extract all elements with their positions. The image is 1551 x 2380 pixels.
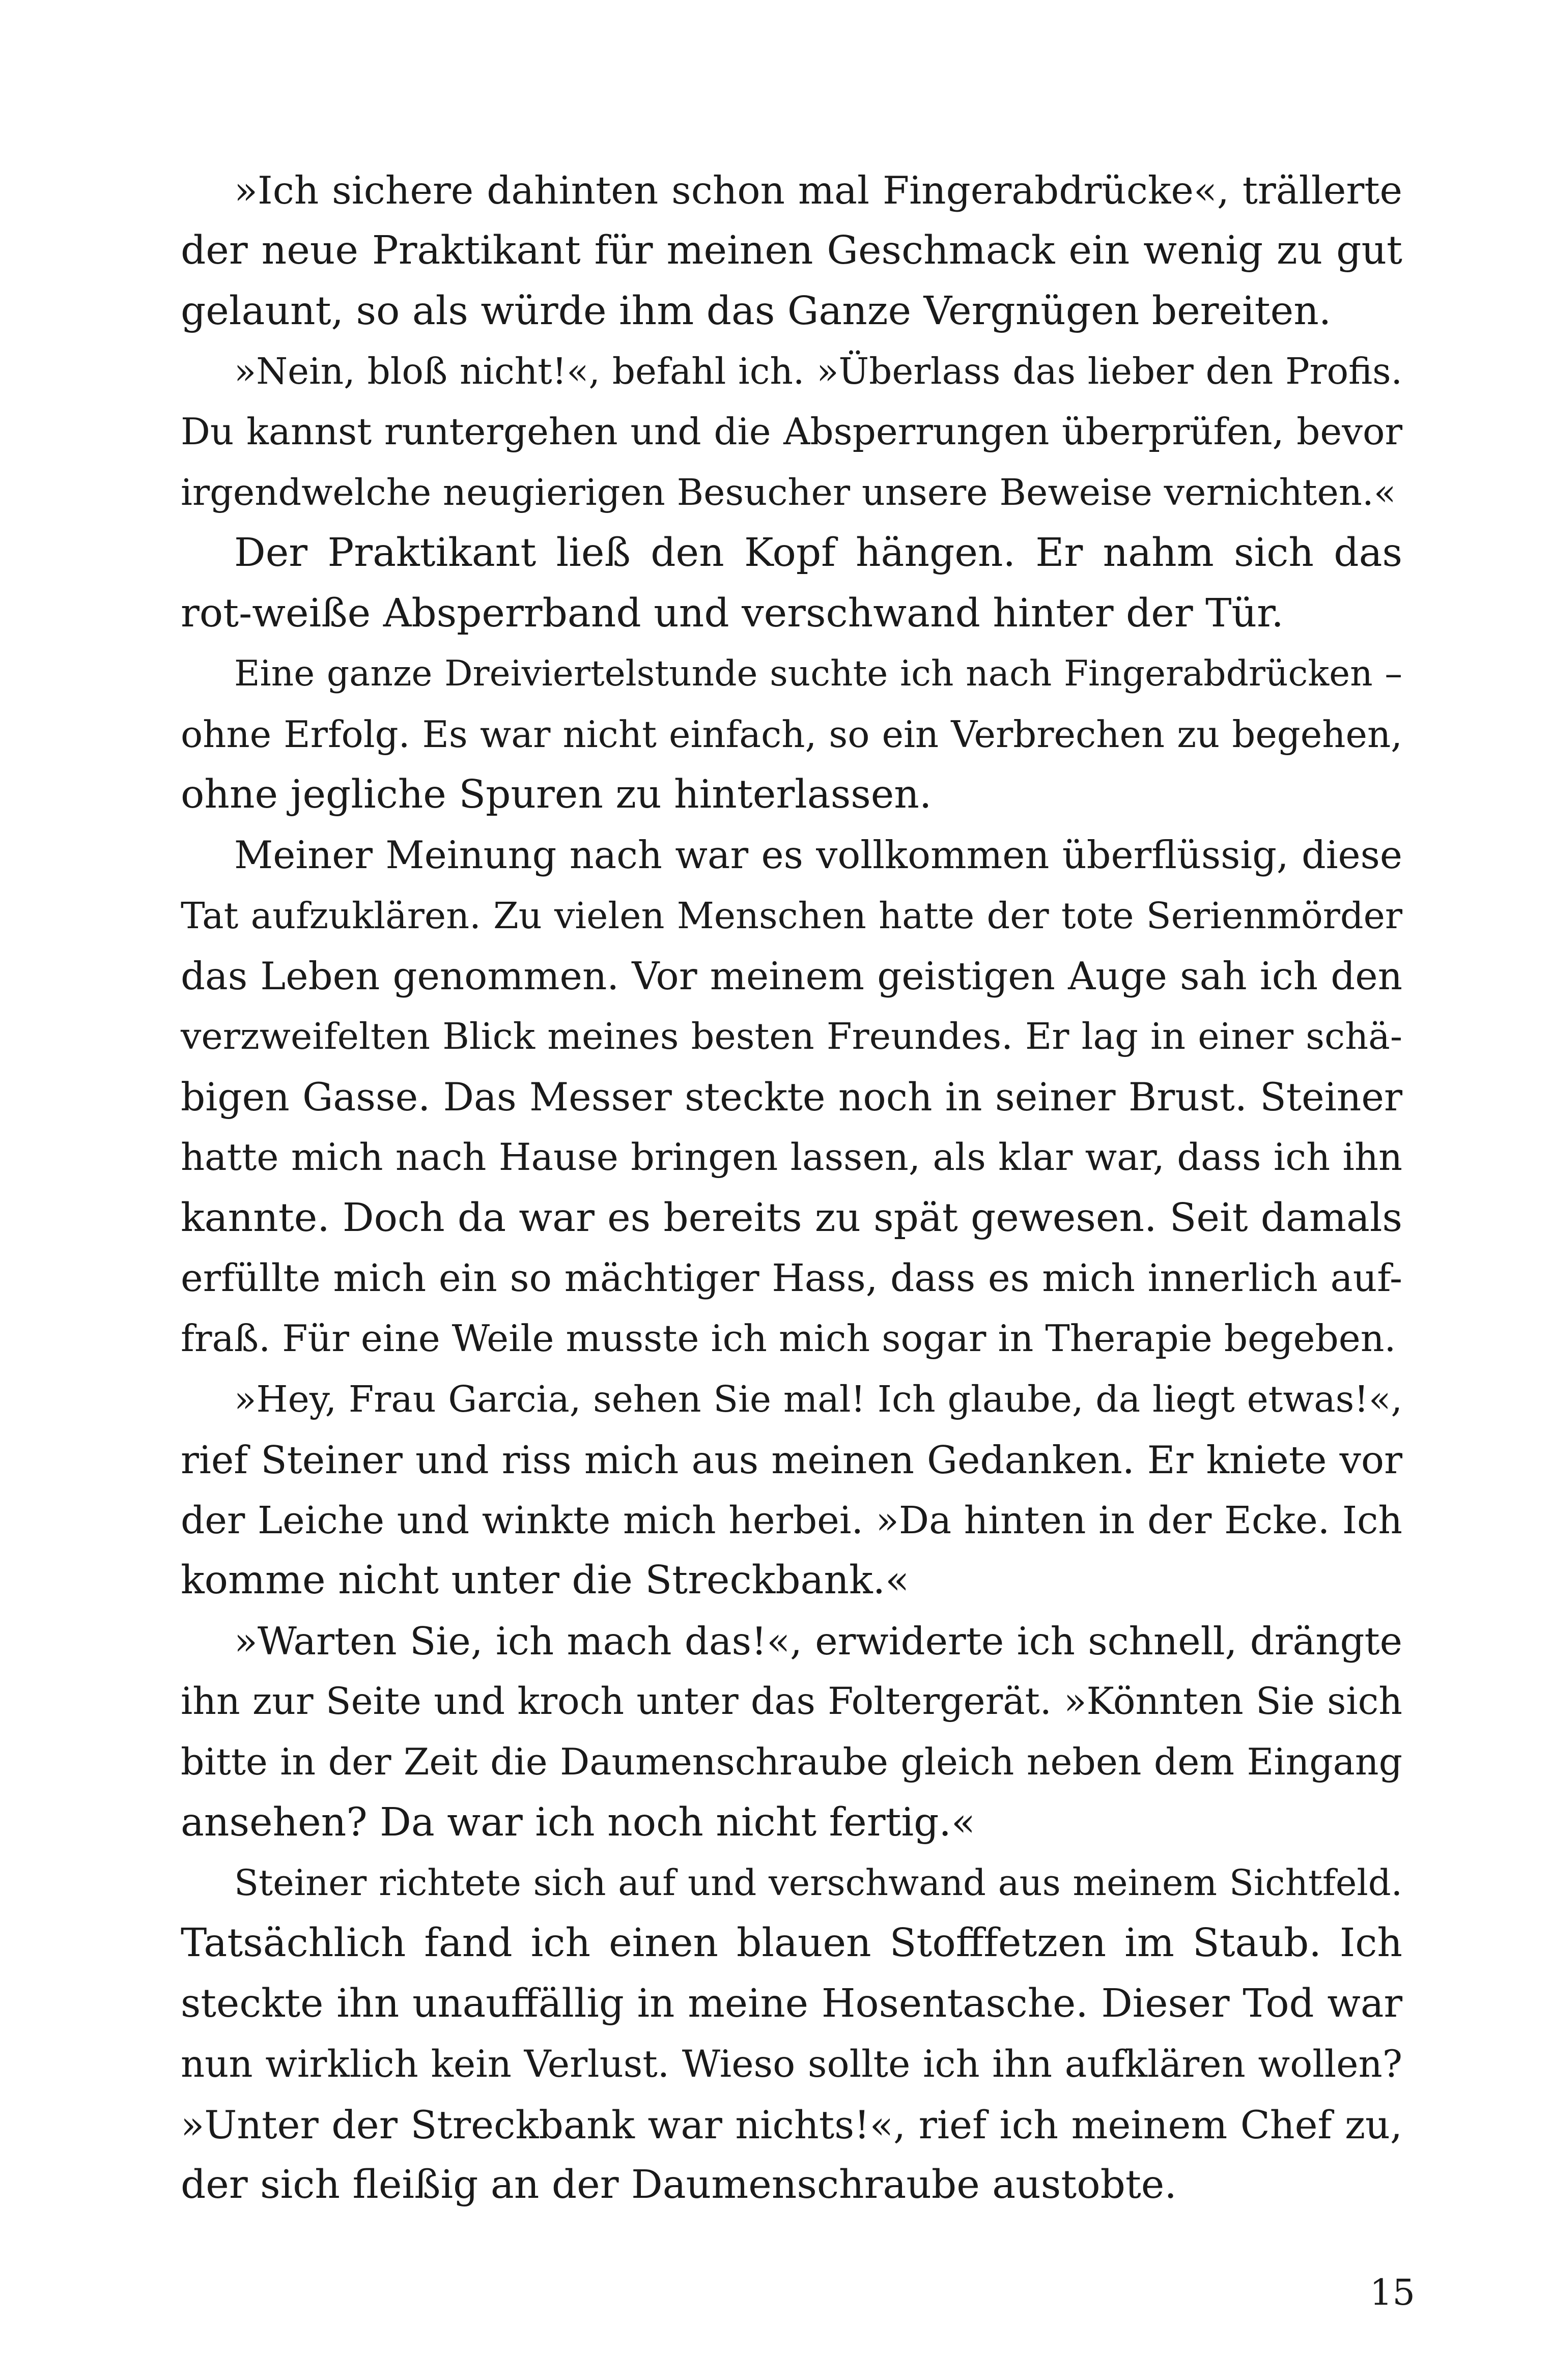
text-line: das Leben genommen. Vor meinem geistigen Auge sah ich den [181, 954, 1402, 999]
text-line: »Ich sichere dahinten schon mal Fingerabdrücke«, trällerte [234, 168, 1402, 213]
body-text [181, 160, 1402, 2216]
text-line: »Warten Sie, ich mach das!«, erwiderte ich schnell, drängte [234, 1619, 1402, 1664]
text-line: rot-weiße Absperrband und verschwand hinter der Tür. [181, 590, 1284, 636]
text-line: der sich fleißig an der Daumenschraube austobte. [181, 2162, 1177, 2208]
text-line: rief Steiner und riss mich aus meinen Gedanken. Er kniete vor [181, 1437, 1402, 1482]
text-line: Du kannst runtergehen und die Absperrungen überprüfen, bevor [181, 411, 1402, 454]
text-line: hatte mich nach Hause bringen lassen, als klar war, dass ich ihn [181, 1135, 1402, 1179]
text-line: »Unter der Streckbank war nichts!«, rief ich meinem Chef zu, [181, 2102, 1402, 2147]
text-line: der neue Praktikant für meinen Geschmack ein wenig zu gut [181, 227, 1402, 273]
text-line: ihn zur Seite und kroch unter das Foltergerät. »Könnten Sie sich [181, 1680, 1402, 1723]
text-line: fraß. Für eine Weile musste ich mich sogar in Therapie begeben. [181, 1317, 1396, 1361]
text-line: bitte in der Zeit die Daumenschraube gleich neben dem Eingang [181, 1740, 1402, 1784]
text-line: »Nein, bloß nicht!«, befahl ich. »Überlass das lieber den Profis. [234, 350, 1402, 393]
text-line: komme nicht unter die Streckbank.« [181, 1558, 910, 1603]
text-line: gelaunt, so als würde ihm das Ganze Vergnügen bereiten. [181, 288, 1332, 334]
text-line: erfüllte mich ein so mächtiger Hass, dass es mich innerlich auf- [181, 1256, 1402, 1301]
text-line: der Leiche und winkte mich herbei. »Da hinten in der Ecke. Ich [181, 1498, 1402, 1542]
page-number: 15 [1369, 2272, 1415, 2313]
text-line: nun wirklich kein Verlust. Wieso sollte ich ihn aufklären wollen? [181, 2042, 1402, 2086]
text-line: kannte. Doch da war es bereits zu spät gewesen. Seit damals [181, 1195, 1402, 1241]
text-line: bigen Gasse. Das Messer steckte noch in seiner Brust. Steiner [181, 1074, 1402, 1120]
text-line: verzweifelten Blick meines besten Freundes. Er lag in einer schä- [181, 1015, 1402, 1058]
text-line: Tat aufzuklären. Zu vielen Menschen hatte der tote Serienmörder [181, 894, 1402, 937]
text-line: »Hey, Frau Garcia, sehen Sie mal! Ich glaube, da liegt etwas!«, [234, 1378, 1402, 1420]
text-line: irgendwelche neugierigen Besucher unsere Beweise vernichten.« [181, 471, 1396, 513]
text-line: Tatsächlich fand ich einen blauen Stofffetzen im Staub. Ich [181, 1920, 1402, 1966]
text-line: Der Praktikant ließ den Kopf hängen. Er nahm sich das [234, 530, 1402, 576]
text-line: ohne Erfolg. Es war nicht einfach, so ein Verbrechen zu begehen, [181, 713, 1402, 756]
text-line: Meiner Meinung nach war es vollkommen überflüssig, diese [234, 833, 1402, 877]
text-line: ansehen? Da war ich noch nicht fertig.« [181, 1799, 975, 1845]
text-line: steckte ihn unauffällig in meine Hosentasche. Dieser Tod war [181, 1981, 1402, 2026]
text-line: Eine ganze Dreiviertelstunde suchte ich nach Fingerabdrücken – [234, 653, 1402, 695]
text-line: Steiner richtete sich auf und verschwand aus meinem Sichtfeld. [234, 1862, 1402, 1904]
text-line: ohne jegliche Spuren zu hinterlassen. [181, 771, 932, 817]
